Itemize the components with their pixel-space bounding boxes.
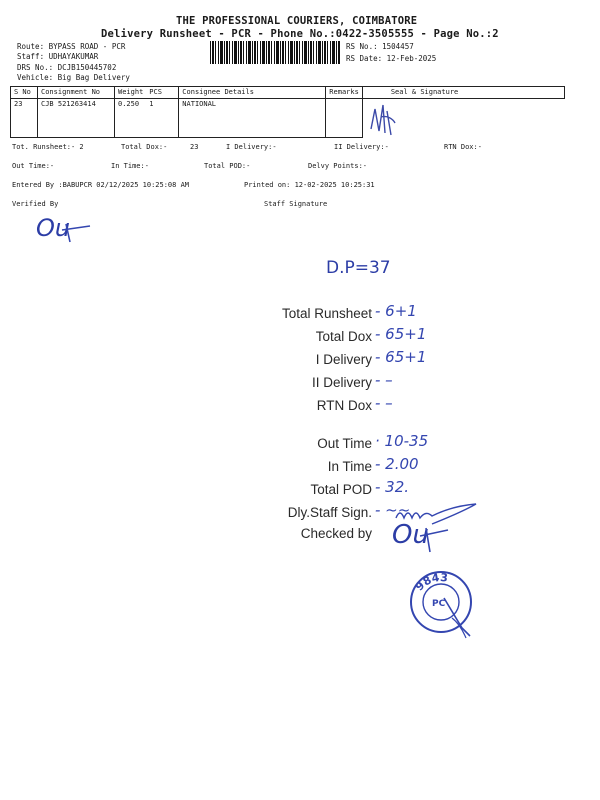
form-value-total-runsheet: - 6+1: [375, 302, 417, 320]
i-delivery-label: I Delivery:-: [226, 143, 277, 151]
form-label-out-time: Out Time: [317, 436, 372, 451]
entered-by: Entered By :BABUPCR 02/12/2025 10:25:08 AM: [12, 181, 190, 189]
out-time-label: Out Time:-: [12, 162, 55, 170]
table-header-row: [11, 87, 565, 99]
form-label-rtn-dox: RTN Dox: [316, 398, 372, 413]
col-consignment: Consignment No: [38, 87, 115, 99]
cell-seal: [362, 99, 564, 138]
stamp-inner-text: PC: [432, 599, 446, 609]
checked-initials: Ou: [392, 520, 429, 550]
col-seal: Seal & Signature: [362, 87, 564, 99]
barcode-image: [210, 41, 340, 64]
tot-runsheet: Tot. Runsheet:- 2: [12, 143, 84, 151]
cell-consignee: NATIONAL: [179, 99, 326, 138]
form-value-total-pod: - 32.: [375, 478, 410, 496]
signature-mark: [365, 99, 405, 137]
in-time-label: In Time:-: [111, 162, 149, 170]
form-value-out-time: · 10-35: [375, 432, 429, 450]
cell-remarks: [326, 99, 363, 138]
col-pcs: PCS: [146, 87, 179, 99]
checked-flourish: [418, 524, 458, 560]
form-label-total-runsheet: Total Runsheet: [281, 306, 372, 321]
cell-weight: 0.250: [115, 99, 147, 138]
route-label: Route: BYPASS ROAD - PCR: [17, 42, 126, 51]
col-weight: Weight: [115, 87, 147, 99]
printed-on: Printed on: 12-02-2025 10:25:31: [244, 181, 375, 189]
form-label-total-dox: Total Dox: [315, 329, 372, 344]
form-value-in-time: - 2.00: [375, 455, 419, 473]
col-consignee: Consignee Details: [179, 87, 326, 99]
consignment-table: [10, 86, 565, 138]
office-stamp: [404, 558, 478, 644]
verified-initials: Ou: [36, 214, 71, 242]
form-label-staff-sign: Dly.Staff Sign.: [287, 505, 372, 520]
company-name: THE PROFESSIONAL COURIERS, COIMBATORE: [176, 15, 418, 27]
verified-flourish: [60, 218, 100, 248]
rs-number: RS No.: 1504457: [346, 42, 414, 51]
runsheet-subtitle: Delivery Runsheet - PCR - Phone No.:0422-3505555 - Page No.:2: [101, 28, 499, 40]
form-label-i-delivery: I Delivery: [315, 352, 372, 367]
cell-sno: 23: [11, 99, 38, 138]
drs-number: DRS No.: DCJB150445702: [17, 63, 117, 72]
total-dox-value: 23: [190, 143, 199, 151]
form-value-rtn-dox: - –: [375, 394, 393, 412]
total-dox-label: Total Dox:-: [121, 143, 168, 151]
total-pod-label: Total POD:-: [204, 162, 251, 170]
form-label-total-pod: Total POD: [310, 482, 372, 497]
cell-pcs: 1: [146, 99, 179, 138]
rtn-dox-label: RTN Dox:-: [444, 143, 482, 151]
form-label-in-time: In Time: [327, 459, 372, 474]
form-value-total-dox: - 65+1: [375, 325, 427, 343]
rs-date: RS Date: 12-Feb-2025: [346, 54, 437, 63]
form-value-i-delivery: - 65+1: [375, 348, 427, 366]
cell-consignment: CJB 521263414: [38, 99, 115, 138]
dp-note: D.P=37: [326, 258, 391, 278]
staff-signature-label: Staff Signature: [264, 200, 328, 208]
form-value-staff-sign: - ~~: [375, 501, 411, 519]
form-label-ii-delivery: II Delivery: [311, 375, 372, 390]
staff-label: Staff: UDHAYAKUMAR: [17, 52, 99, 61]
vehicle-label: Vehicle: Big Bag Delivery: [17, 73, 130, 82]
col-remarks: Remarks: [326, 87, 363, 99]
delvy-points-label: Delvy Points:-: [308, 162, 368, 170]
col-sno: S No: [11, 87, 38, 99]
form-value-ii-delivery: - –: [375, 371, 393, 389]
ii-delivery-label: II Delivery:-: [334, 143, 389, 151]
verified-by-label: Verified By: [12, 200, 59, 208]
form-label-checked-by: Checked by: [300, 526, 372, 541]
stamp-number: 9843: [412, 570, 449, 594]
table-row: [11, 99, 565, 138]
